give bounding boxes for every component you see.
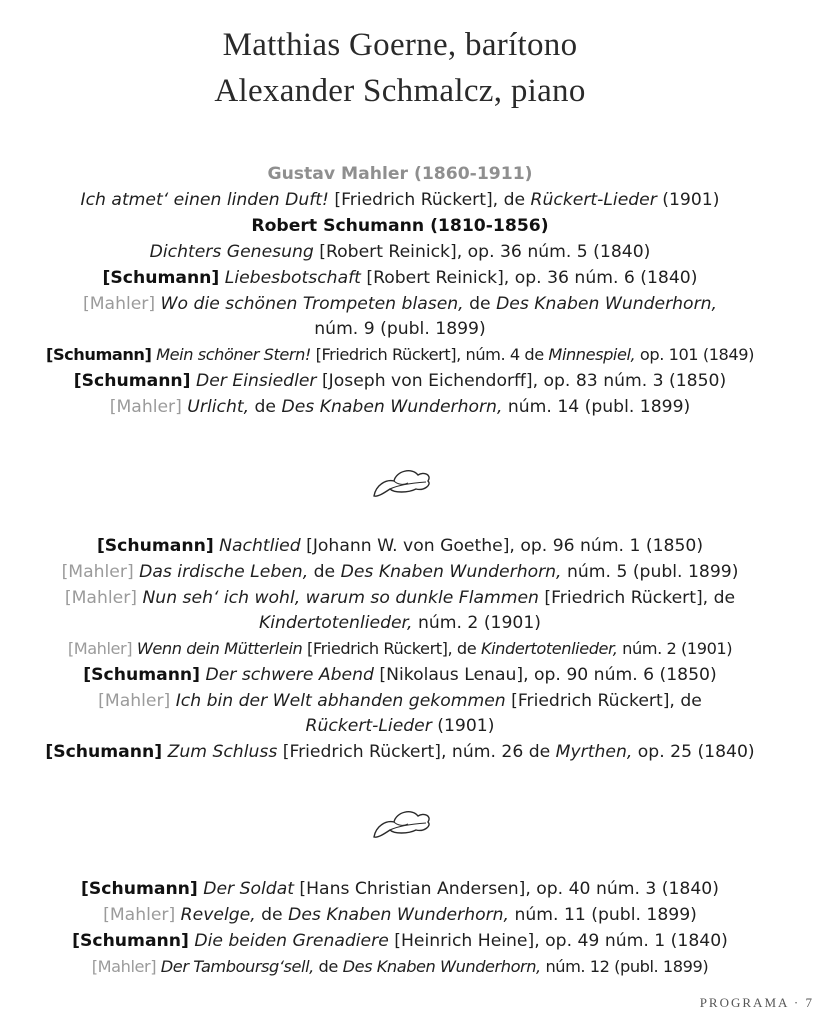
performer-singer: Matthias Goerne, barítono xyxy=(222,27,578,63)
program-item: [Mahler] Revelge, de Des Knaben Wunderhorn, núm. 11 (publ. 1899) xyxy=(103,905,697,925)
program-item: [Schumann] Die beiden Grenadiere [Heinrich Heine], op. 49 núm. 1 (1840) xyxy=(72,931,728,951)
composer-tag: [Schumann] xyxy=(96,536,214,556)
composer-tag: [Schumann] xyxy=(72,931,189,951)
flourish-ornament-icon xyxy=(368,463,434,503)
program-section-3 xyxy=(0,876,800,980)
program-item: [Schumann] Der Einsiedler [Joseph von Eichendorff], op. 83 núm. 3 (1850) xyxy=(73,371,727,391)
program-section-1 xyxy=(0,161,800,420)
program-item: [Mahler] Nun seh‘ ich wohl, warum so dunkle Flammen [Friedrich Rückert], de xyxy=(64,588,736,608)
composer-tag: [Mahler] xyxy=(103,905,176,925)
composer-tag: [Schumann] xyxy=(102,268,220,288)
program-item: [Mahler] Der Tamboursg‘sell, de Des Knaben Wunderhorn, núm. 12 (publ. 1899) xyxy=(91,957,709,976)
program-item-continuation: Rückert-Lieder (1901) xyxy=(305,716,495,736)
composer-tag: [Mahler] xyxy=(61,562,134,582)
program-section-2 xyxy=(0,533,800,765)
composer-tag: [Mahler] xyxy=(109,397,182,417)
composer-tag: [Mahler] xyxy=(67,639,133,658)
performers-header xyxy=(0,22,800,114)
program-item: [Schumann] Nachtlied [Johann W. von Goethe], op. 96 núm. 1 (1850) xyxy=(96,536,704,556)
composer-tag: [Schumann] xyxy=(46,345,152,364)
flourish-ornament-icon xyxy=(368,804,434,844)
program-item: Dichters Genesung [Robert Reinick], op. 36 núm. 5 (1840) xyxy=(149,242,651,262)
page-footer: PROGRAMA · 7 xyxy=(699,995,814,1010)
composer-heading-schumann: Robert Schumann (1810-1856) xyxy=(251,216,549,236)
program-item: [Mahler] Urlicht, de Des Knaben Wunderhorn, núm. 14 (publ. 1899) xyxy=(109,397,691,417)
program-item: [Mahler] Das irdische Leben, de Des Knaben Wunderhorn, núm. 5 (publ. 1899) xyxy=(61,562,739,582)
composer-tag: [Mahler] xyxy=(91,957,157,976)
composer-tag: [Schumann] xyxy=(45,742,163,762)
composer-tag: [Schumann] xyxy=(83,665,201,685)
composer-heading-mahler: Gustav Mahler (1860-1911) xyxy=(267,164,533,184)
program-item-continuation: núm. 9 (publ. 1899) xyxy=(314,319,486,339)
composer-tag: [Mahler] xyxy=(83,294,156,314)
program-item: [Schumann] Der Soldat [Hans Christian Andersen], op. 40 núm. 3 (1840) xyxy=(81,879,719,899)
program-item: Ich atmet‘ einen linden Duft! [Friedrich Rückert], de Rückert-Lieder (1901) xyxy=(80,190,720,210)
program-item-continuation: Kindertotenlieder, núm. 2 (1901) xyxy=(259,613,541,633)
program-item: [Mahler] Ich bin der Welt abhanden gekommen [Friedrich Rückert], de xyxy=(98,691,702,711)
composer-tag: [Schumann] xyxy=(73,371,191,391)
program-item: [Schumann] Liebesbotschaft [Robert Reinick], op. 36 núm. 6 (1840) xyxy=(102,268,698,288)
program-item: [Schumann] Mein schöner Stern! [Friedrich Rückert], núm. 4 de Minnespiel, op. 101 (1849) xyxy=(46,345,754,364)
program-item: [Mahler] Wenn dein Mütterlein [Friedrich Rückert], de Kindertotenlieder, núm. 2 (1901) xyxy=(67,639,733,658)
performer-pianist: Alexander Schmalcz, piano xyxy=(214,73,586,109)
program-item: [Schumann] Der schwere Abend [Nikolaus Lenau], op. 90 núm. 6 (1850) xyxy=(83,665,717,685)
composer-tag: [Mahler] xyxy=(98,691,171,711)
program-item: [Mahler] Wo die schönen Trompeten blasen, de Des Knaben Wunderhorn, xyxy=(83,294,717,314)
composer-tag: [Mahler] xyxy=(64,588,137,608)
composer-tag: [Schumann] xyxy=(81,879,198,899)
program-item: [Schumann] Zum Schluss [Friedrich Rückert], núm. 26 de Myrthen, op. 25 (1840) xyxy=(45,742,755,762)
